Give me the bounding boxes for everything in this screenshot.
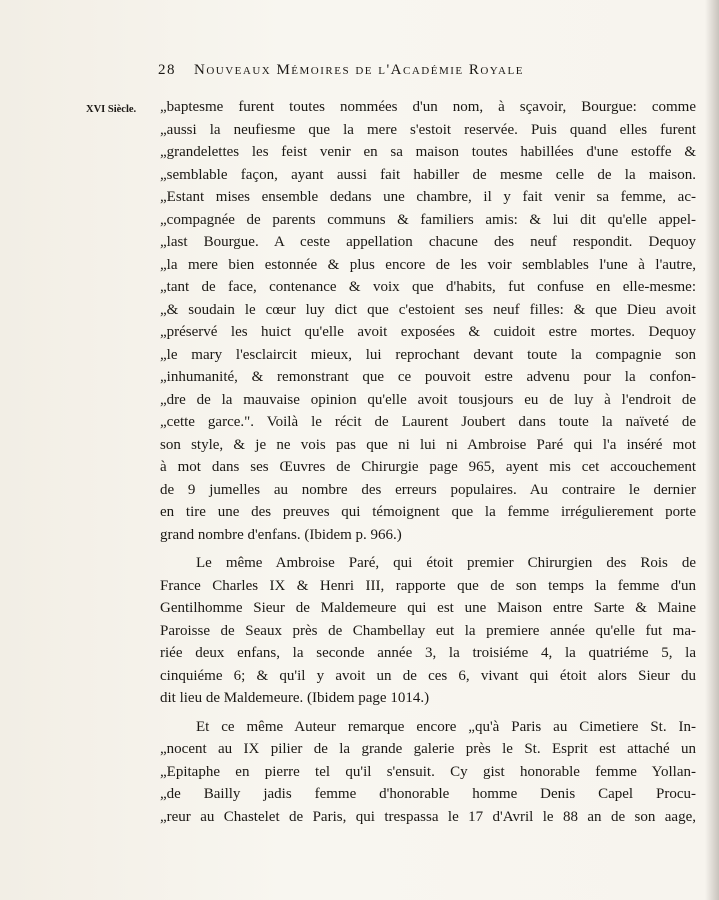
body-text bbox=[160, 96, 696, 828]
text-line: son style, & je ne vois pas que ni lui ni Ambroise Paré qui l'a inséré mot bbox=[160, 436, 696, 453]
text-line: „cette garce.". Voilà le récit de Laurent Joubert dans toute la naïveté de bbox=[160, 414, 696, 430]
text-line: „tant de face, contenance & voix que d'habits, fut confuse en elle-mesme: bbox=[160, 279, 696, 295]
running-title: Nouveaux Mémoires de l'Académie Royale bbox=[194, 62, 524, 78]
text-line: „nocent au IX pilier de la grande galerie près le St. Esprit est attaché un bbox=[160, 741, 696, 757]
text-line: „Epitaphe en pierre tel qu'il s'ensuit. Cy gist honorable femme Yollan- bbox=[160, 763, 696, 780]
text-line: „grandelettes les feist venir en sa maison toutes habillées d'une estoffe & bbox=[160, 144, 696, 160]
text-line: „la mere bien estonnée & plus encore de les voir semblables l'une à l'autre, bbox=[160, 256, 696, 273]
text-line: de 9 jumelles au nombre des erreurs populaires. Au contraire le dernier bbox=[160, 481, 696, 498]
text-line: „inhumanité, & remonstrant que ce pouvoit estre advenu pour la confon- bbox=[160, 369, 696, 385]
text-line: riée deux enfans, la seconde année 3, la troisiéme 4, la quatriéme 5, la bbox=[160, 645, 696, 661]
text-line: à mot dans ses Œuvres de Chirurgie page 965, ayent mis cet accouchement bbox=[160, 459, 696, 475]
text-line: „le mary l'esclaircit mieux, lui reprochant devant toute la compagnie son bbox=[160, 346, 696, 363]
text-line: „préservé les huict qu'elle avoit exposées & cuidoit estre mortes. Dequoy bbox=[160, 324, 696, 340]
text-line: „dre de la mauvaise opinion qu'elle avoit tousjours eu de luy à l'endroit de bbox=[160, 391, 696, 408]
running-header bbox=[158, 62, 698, 79]
text-line: „baptesme furent toutes nommées d'un nom, à sçavoir, Bourgue: comme bbox=[160, 99, 696, 115]
text-line: cinquiéme 6; & qu'il y avoit un de ces 6, vivant qui étoit alors Sieur du bbox=[160, 667, 696, 684]
paragraph-start-line: Le même Ambroise Paré, qui étoit premier Chirurgien des Rois de bbox=[196, 555, 696, 571]
text-line: en tire une des preuves qui témoignent que la femme irrégulierement porte bbox=[160, 504, 696, 520]
text-line: Gentilhomme Sieur de Maldemeure qui est une Maison entre Sarte & Maine bbox=[160, 600, 696, 616]
margin-note-century: XVI Siècle. bbox=[86, 104, 137, 115]
text-line: dit lieu de Maldemeure. (Ibidem page 1014.) bbox=[160, 690, 430, 706]
text-line: France Charles IX & Henri III, rapporte que de son temps la femme d'un bbox=[160, 577, 696, 594]
text-line: „Estant mises ensemble dedans une chambre, il y fait venir sa femme, ac- bbox=[160, 189, 696, 205]
text-line: „last Bourgue. A ceste appellation chacune des neuf respondit. Dequoy bbox=[160, 234, 696, 250]
text-line: „reur au Chastelet de Paris, qui trespassa le 17 d'Avril le 88 an de son aage, bbox=[160, 808, 696, 825]
paragraph-start-line: Et ce même Auteur remarque encore „qu'à Paris au Cimetiere St. In- bbox=[196, 718, 696, 735]
text-line: „compagnée de parents communs & familiers amis: & lui dit qu'elle appel- bbox=[160, 211, 696, 228]
text-line: „aussi la neufiesme que la mere s'estoit reservée. Puis quand elles furent bbox=[160, 121, 696, 138]
text-line: grand nombre d'enfans. (Ibidem p. 966.) bbox=[160, 526, 402, 543]
page-number: 28 bbox=[158, 62, 176, 78]
text-line: „& soudain le cœur luy dict que c'estoient ses neuf filles: & que Dieu avoit bbox=[160, 301, 696, 318]
text-line: „semblable façon, ayant aussi fait habiller de mesme celle de la maison. bbox=[160, 166, 696, 183]
text-line: Paroisse de Seaux près de Chambellay eut la premiere année qu'elle fut ma- bbox=[160, 622, 696, 639]
text-line: „de Bailly jadis femme d'honorable homme Denis Capel Procu- bbox=[160, 786, 696, 802]
page-edge-shadow bbox=[705, 0, 719, 900]
